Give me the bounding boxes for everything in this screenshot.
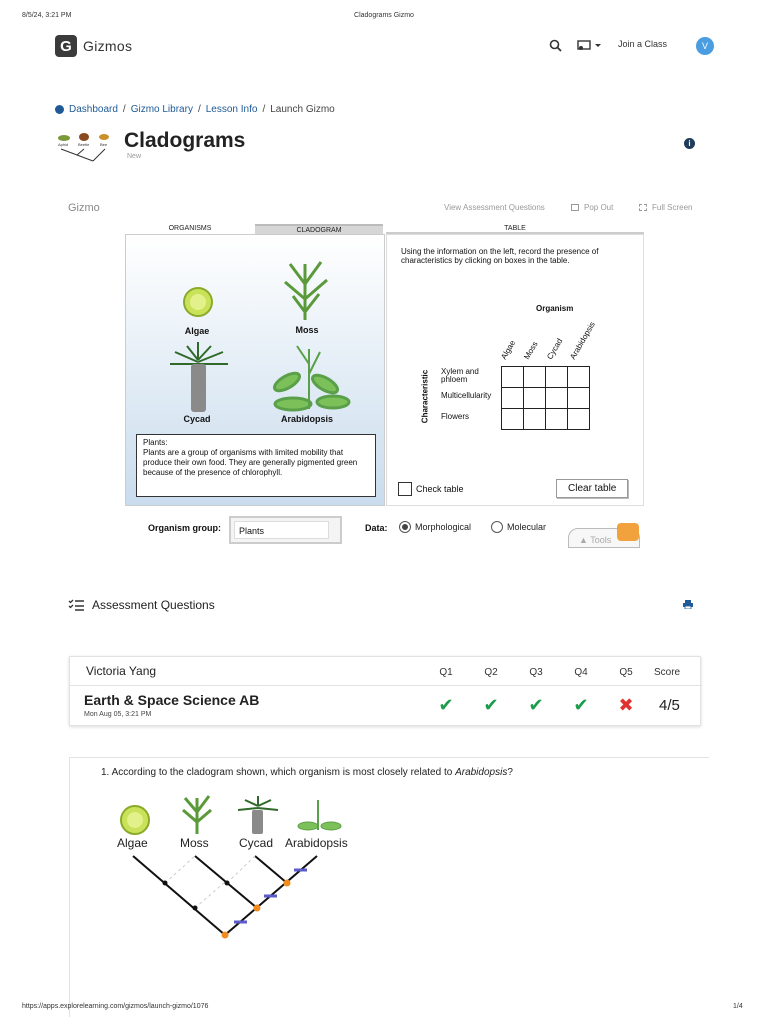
- print-page-count: 1/4: [733, 1003, 743, 1010]
- assessment-title: Assessment Questions: [92, 598, 215, 612]
- table-cell[interactable]: [502, 409, 524, 430]
- q3-correct-icon: ✔: [528, 695, 544, 715]
- organism-info-box: [136, 434, 376, 497]
- join-class-link[interactable]: Join a Class: [618, 39, 668, 49]
- table-cell[interactable]: [568, 409, 590, 430]
- q5-incorrect-icon: ✖: [618, 695, 634, 715]
- organism-images: [125, 234, 385, 434]
- table-cell[interactable]: [502, 367, 524, 388]
- q-moss-image: [183, 796, 211, 834]
- organism-group-value: Plants: [234, 521, 329, 539]
- class-name: Earth & Space Science AB: [84, 692, 260, 708]
- checklist-icon: [68, 599, 84, 611]
- table-cell[interactable]: [524, 409, 546, 430]
- table-cell[interactable]: [546, 409, 568, 430]
- question-1-italic: Arabidopsis: [455, 767, 508, 778]
- col-label-arabidopsis: Arabidopsis: [568, 320, 597, 361]
- col-label-cycad: Cycad: [545, 336, 565, 361]
- q2-header: Q2: [484, 667, 498, 678]
- q4-header: Q4: [574, 667, 588, 678]
- q-label-moss: Moss: [180, 836, 209, 850]
- q-arabidopsis-image: [298, 800, 341, 830]
- breadcrumb-separator: /: [122, 104, 126, 115]
- table-cell[interactable]: [546, 367, 568, 388]
- thumb-label-beetle: Beetle: [78, 142, 90, 147]
- q3-header: Q3: [529, 667, 543, 678]
- q1-correct-icon: ✔: [438, 695, 454, 715]
- print-icon[interactable]: [683, 600, 693, 609]
- row-axis-label: Characteristic: [420, 369, 430, 424]
- tools-arrow-icon: ▲: [579, 535, 588, 545]
- logo-text: Gizmos: [83, 38, 133, 54]
- full-screen-label: Full Screen: [652, 203, 693, 212]
- table-cell[interactable]: [524, 367, 546, 388]
- thumb-label-bee: Bee: [100, 142, 108, 147]
- organism-label-algae: Algae: [184, 326, 210, 336]
- check-table-control[interactable]: [398, 482, 464, 496]
- table-cell[interactable]: [568, 367, 590, 388]
- pop-out-icon: [571, 204, 579, 211]
- question-cladogram: [105, 790, 365, 950]
- radio-morphological-label: Morphological: [415, 522, 472, 532]
- logo-mark: G: [55, 35, 77, 57]
- organism-label-moss: Moss: [295, 325, 319, 335]
- print-url: https://apps.explorelearning.com/gizmos/launch-gizmo/1076: [22, 1003, 209, 1010]
- radio-morphological[interactable]: [399, 521, 471, 533]
- table-title: Organism: [536, 304, 574, 313]
- table-cell[interactable]: [502, 388, 524, 409]
- col-label-algae: Algae: [499, 338, 518, 361]
- user-avatar[interactable]: V: [696, 37, 714, 55]
- q5-header: Q5: [619, 667, 633, 678]
- breadcrumb-separator: /: [262, 104, 266, 115]
- q-cladogram-branches: [133, 856, 317, 935]
- pop-out-label: Pop Out: [584, 203, 614, 212]
- organism-group-label: Organism group:: [148, 523, 222, 533]
- info-text: Plants are a group of organisms with limited mobility that produce their own food. They are generally pigmented green because of the presence of chlorophyll.: [143, 448, 358, 477]
- breadcrumb-current: Launch Gizmo: [270, 104, 335, 115]
- tab-table[interactable]: TABLE: [386, 224, 644, 234]
- q2-correct-icon: ✔: [483, 695, 499, 715]
- breadcrumb: [55, 104, 335, 115]
- check-table-label: Check table: [416, 484, 464, 494]
- row-label-multicellularity: Multicellularity: [441, 391, 492, 400]
- organism-label-cycad: Cycad: [183, 414, 211, 424]
- tools-label: Tools: [590, 535, 612, 545]
- tab-cladogram[interactable]: CLADOGRAM: [255, 224, 383, 234]
- organism-group-select[interactable]: [229, 516, 342, 544]
- check-table-checkbox[interactable]: [398, 482, 412, 496]
- print-page-title: Cladograms Gizmo: [354, 12, 414, 19]
- col-label-moss: Moss: [522, 339, 540, 361]
- score-value: 4/5: [659, 697, 680, 714]
- result-date: Mon Aug 05, 3:21 PM: [84, 711, 152, 718]
- radio-molecular[interactable]: [491, 521, 546, 533]
- student-name: Victoria Yang: [86, 664, 157, 678]
- gizmos-logo[interactable]: [55, 35, 132, 57]
- cladogram-thumbnail: [55, 131, 113, 163]
- dashboard-icon: [55, 105, 64, 114]
- breadcrumb-separator: /: [197, 104, 201, 115]
- page-title: Cladograms: [124, 129, 246, 152]
- present-menu-icon[interactable]: [577, 39, 603, 52]
- q-label-algae: Algae: [117, 836, 148, 850]
- tab-organisms[interactable]: ORGANISMS: [125, 224, 255, 234]
- table-cell[interactable]: [568, 388, 590, 409]
- row-label-flowers: Flowers: [441, 412, 470, 421]
- table-cell[interactable]: [524, 388, 546, 409]
- new-badge: New: [127, 153, 142, 160]
- view-assessment-questions-link[interactable]: View Assessment Questions: [444, 203, 545, 212]
- tools-badge-icon: [617, 523, 639, 541]
- q-cladogram-ticks: [234, 870, 307, 922]
- table-cell[interactable]: [546, 388, 568, 409]
- data-label: Data:: [365, 523, 388, 533]
- thumb-label-aphid: Aphid: [58, 142, 69, 147]
- radio-molecular-label: Molecular: [507, 522, 547, 532]
- q4-correct-icon: ✔: [573, 695, 589, 715]
- search-icon[interactable]: [549, 39, 562, 52]
- pop-out-button[interactable]: [571, 203, 613, 212]
- info-title: Plants:: [143, 438, 168, 447]
- radio-morphological-dot[interactable]: [399, 521, 411, 533]
- info-icon[interactable]: i: [684, 138, 695, 149]
- breadcrumb-dashboard[interactable]: Dashboard: [69, 104, 118, 115]
- score-header: Score: [654, 667, 681, 678]
- question-1-prefix: 1. According to the cladogram shown, which organism is most closely related to: [101, 767, 456, 778]
- q-cycad-image: [238, 796, 278, 810]
- q-label-cycad: Cycad: [239, 836, 274, 850]
- organism-label-arabidopsis: Arabidopsis: [280, 414, 333, 424]
- breadcrumb-lesson-info[interactable]: Lesson Info: [205, 104, 258, 115]
- breadcrumb-gizmo-library[interactable]: Gizmo Library: [130, 104, 193, 115]
- row-label-xylem: Xylem and phloem: [441, 367, 479, 384]
- clear-table-button[interactable]: Clear table: [556, 479, 628, 498]
- gizmo-label: Gizmo: [68, 202, 100, 214]
- question-1-suffix: ?: [507, 767, 513, 778]
- q1-header: Q1: [439, 667, 453, 678]
- results-card: [69, 656, 701, 726]
- radio-molecular-dot[interactable]: [491, 521, 503, 533]
- q-label-arabidopsis: Arabidopsis: [285, 836, 348, 850]
- print-datetime: 8/5/24, 3:21 PM: [22, 12, 72, 19]
- table-instructions: Using the information on the left, record the presence of characteristics by clicking on boxes in the table.: [401, 247, 599, 265]
- full-screen-icon: [639, 204, 647, 211]
- question-1-text: [101, 767, 513, 778]
- full-screen-button[interactable]: [639, 203, 692, 212]
- characteristic-table: [501, 366, 590, 430]
